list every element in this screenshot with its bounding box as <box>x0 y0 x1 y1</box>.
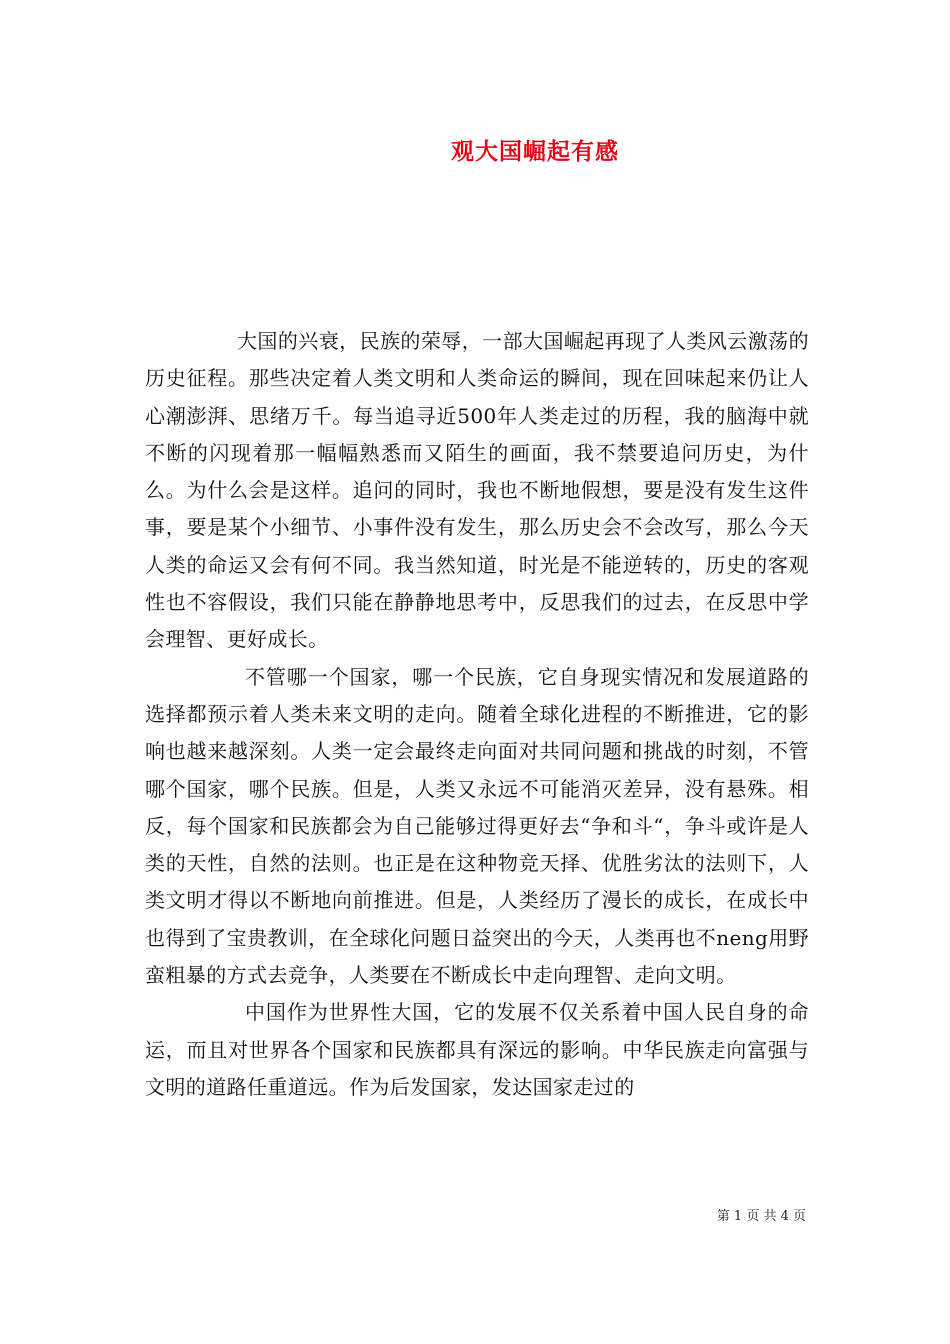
page-number-footer: 第 1 页 共 4 页 <box>716 1209 806 1224</box>
document-body <box>145 323 809 1106</box>
paragraph-1: 大国的兴衰，民族的荣辱，一部大国崛起再现了人类风云激荡的历史征程。那些决定着人类文明和人类命运的瞬间，现在回味起来仍让人心潮澎湃、思绪万千。每当追寻近500年人类走过的历程，我的脑海中就不断的闪现着那一幅幅熟悉而又陌生的画面，我不禁要追问历史，为什么。为什么会是这样。追问的同时，我也不断地假想，要是没有发生这件事，要是某个小细节、小事件没有发生，那么历史会不会改写，那么今天人类的命运又会有何不同。我当然知道，时光是不能逆转的，历史的客观性也不容假设，我们只能在静静地思考中，反思我们的过去，在反思中学会理智、更好成长。 <box>145 329 809 652</box>
paragraph-2: 不管哪一个国家，哪一个民族，它自身现实情况和发展道路的选择都预示着人类未来文明的走向。随着全球化进程的不断推进，它的影响也越来越深刻。人类一定会最终走向面对共同问题和挑战的时刻，不管哪个国家，哪个民族。但是，人类又永远不可能消灭差异，没有悬殊。相反，每个国家和民族都会为自己能够过得更好去“争和斗“，争斗或许是人类的天性，自然的法则。也正是在这种物竞天择、优胜劣汰的法则下，人类文明才得以不断地向前推进。但是，人类经历了漫长的成长，在成长中也得到了宝贵教训，在全球化问题日益突出的今天，人类再也不neng用野蛮粗暴的方式去竞争，人类要在不断成长中走向理智、走向文明。 <box>145 664 809 988</box>
document-title: 观大国崛起有感 <box>451 138 619 165</box>
paragraph-3: 中国作为世界性大国，它的发展不仅关系着中国人民自身的命运，而且对世界各个国家和民族都具有深远的影响。中华民族走向富强与文明的道路任重道远。作为后发国家，发达国家走过的 <box>145 1000 809 1099</box>
